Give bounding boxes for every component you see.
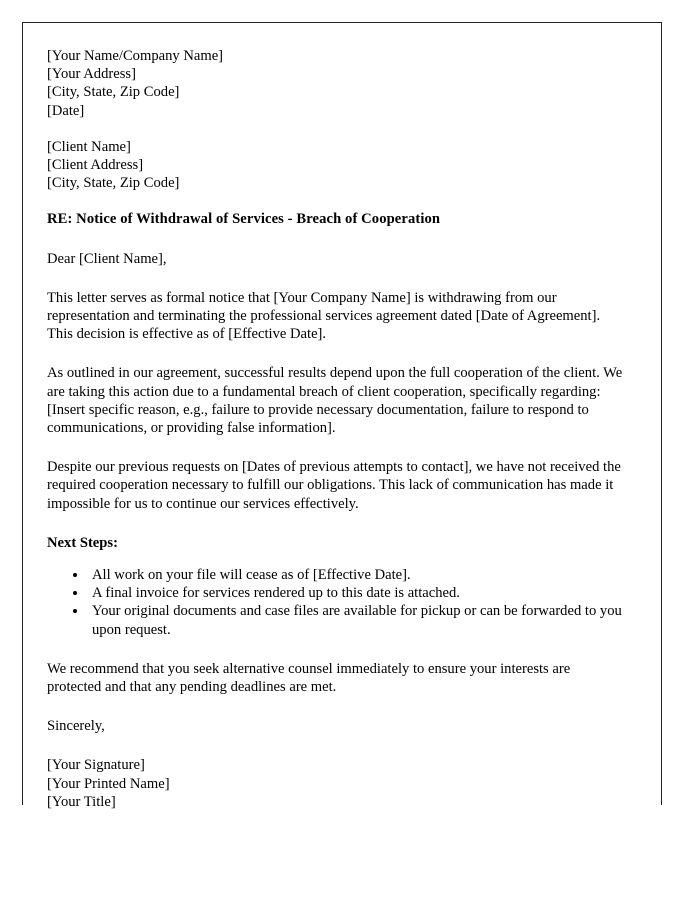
body-paragraph-2-insert: [Insert specific reason, e.g., failure to provide necessary documentation, failure to respond to communications, or providing false information]. — [47, 401, 589, 437]
recipient-address-line: [Client Name] — [47, 138, 131, 155]
closing-line: Sincerely, — [47, 718, 105, 735]
letter-content — [23, 23, 661, 811]
next-steps-list — [47, 566, 625, 639]
recipient-address-block — [47, 138, 625, 193]
sender-address-block — [47, 47, 625, 120]
list-item: • A final invoice for services rendered up to this date is attached. — [88, 584, 625, 602]
sender-date-line: [Date] — [47, 102, 85, 119]
recipient-address-line: [City, State, Zip Code] — [47, 175, 180, 192]
list-item: • All work on your file will cease as of [Effective Date]. — [88, 566, 625, 584]
list-item: • Your original documents and case files are available for pickup or can be forwarded to you upon request. — [88, 602, 625, 638]
body-paragraph-1: This letter serves as formal notice that [Your Company Name] is withdrawing from our representation and terminating the professional services agreement dated [Date of Agreement]. This decision is effective as of [Effective Date]. — [47, 289, 601, 343]
recipient-address-line: [Client Address] — [47, 157, 144, 174]
title-line: [Your Title] — [47, 793, 116, 810]
signature-line: [Your Signature] — [47, 757, 145, 774]
printed-name-line: [Your Printed Name] — [47, 775, 170, 792]
sender-address-line: [City, State, Zip Code] — [47, 84, 180, 101]
document-page — [22, 22, 662, 810]
sender-address-line: [Your Name/Company Name] — [47, 48, 224, 64]
subject-line: RE: Notice of Withdrawal of Services - Breach of Cooperation — [47, 211, 441, 228]
next-steps-heading: Next Steps: — [47, 534, 118, 551]
body-paragraph-2: As outlined in our agreement, successful results depend upon the full cooperation of the client. We are taking this action due to a fundamental breach of client cooperation, specifically regarding: — [47, 365, 623, 400]
address-spacer — [47, 120, 625, 138]
signature-block — [47, 756, 625, 811]
body-paragraph-4: We recommend that you seek alternative counsel immediately to ensure your interests are protected and that any pending deadlines are met. — [47, 660, 571, 696]
body-paragraph-3: Despite our previous requests on [Dates of previous attempts to contact], we have not received the required cooperation necessary to fulfill our obligations. This lack of communication has made it impossible for us to continue our services effectively. — [47, 459, 621, 512]
sender-address-line: [Your Address] — [47, 66, 136, 83]
salutation: Dear [Client Name], — [47, 250, 167, 267]
